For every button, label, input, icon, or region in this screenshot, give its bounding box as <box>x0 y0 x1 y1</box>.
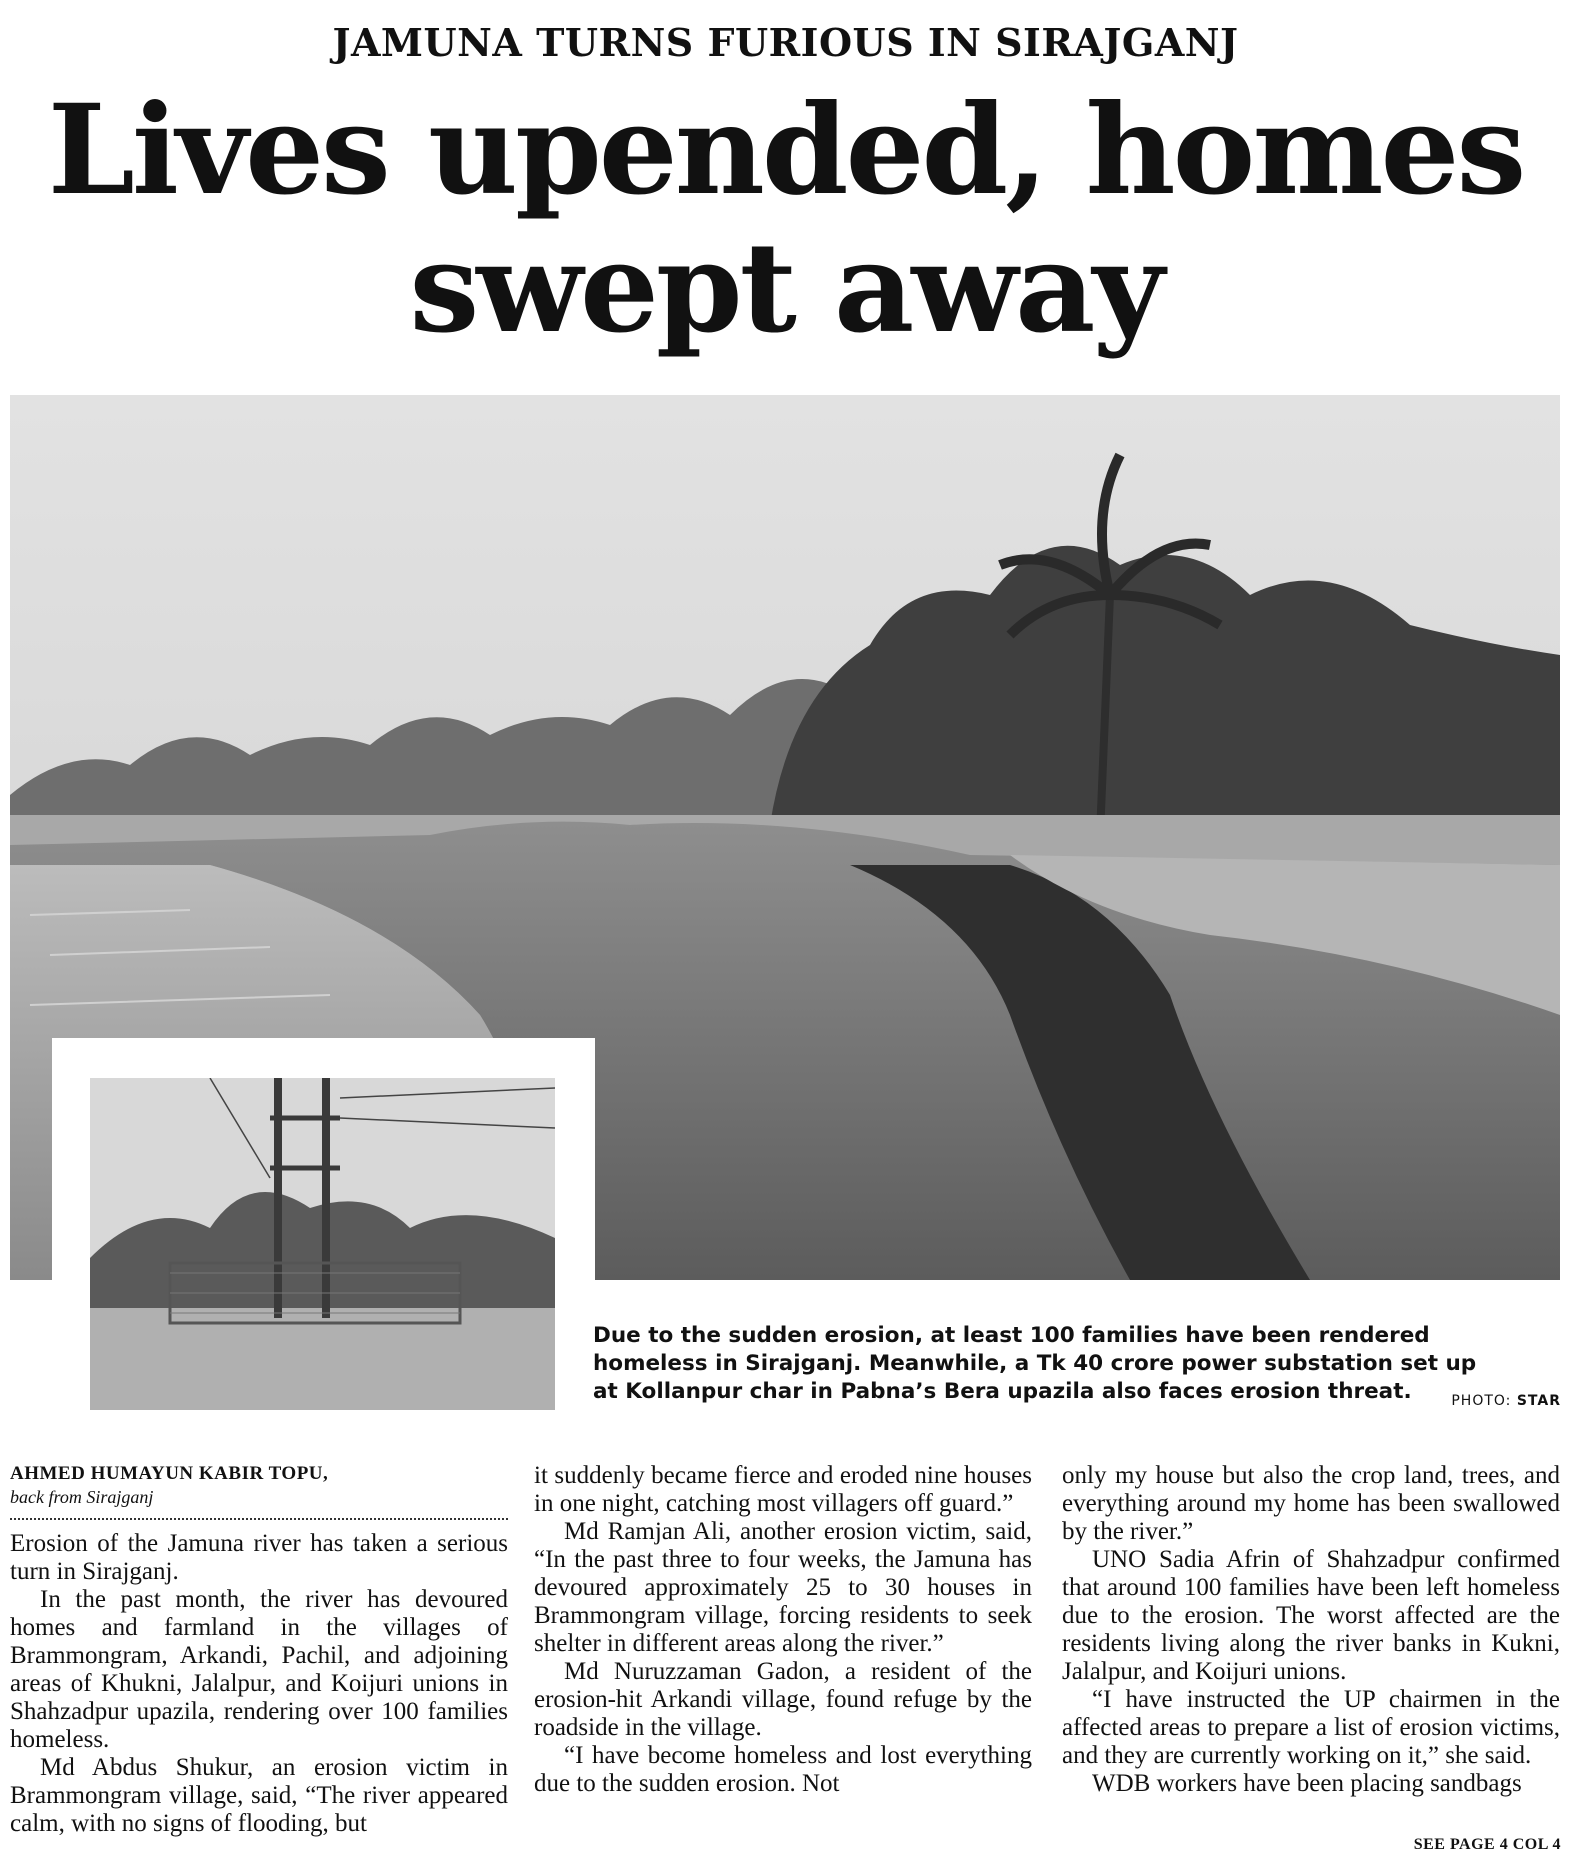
article-column-3 <box>1062 1462 1560 1798</box>
headline-line-2: swept away <box>409 216 1162 361</box>
inset-photo-illustration <box>90 1078 555 1410</box>
paragraph: “I have instructed the UP chairmen in the affected areas to prepare a list of erosion victims, and they are currently working on it,” she said. <box>1062 1686 1560 1769</box>
paragraph: In the past month, the river has devoured homes and farmland in the villages of Brammongram, Arkandi, Pachil, and adjoining areas of Khukni, Jalalpur, and Koijuri unions in Shahzadpur upazila, rendering over 100 families homeless. <box>10 1586 508 1753</box>
byline-divider <box>10 1518 508 1520</box>
paragraph: UNO Sadia Afrin of Shahzadpur confirmed that around 100 families have been left homeless due to the erosion. The worst affected are the residents living along the river banks in Kukni, Jalalpur, and Koijuri unions. <box>1062 1546 1560 1685</box>
paragraph: “I have become homeless and lost everything due to the sudden erosion. Not <box>534 1742 1032 1797</box>
paragraph: it suddenly became fierce and eroded nine houses in one night, catching most villagers off guard.” <box>534 1462 1032 1517</box>
photo-credit <box>1430 1393 1561 1409</box>
headline <box>0 78 1571 361</box>
paragraph: Md Abdus Shukur, an erosion victim in Brammongram village, said, “The river appeared calm, with no signs of flooding, but <box>10 1754 508 1837</box>
paragraph: Erosion of the Jamuna river has taken a serious turn in Sirajganj. <box>10 1530 508 1585</box>
kicker: JAMUNA TURNS FURIOUS IN SIRAJGANJ <box>332 20 1239 65</box>
photo-caption: Due to the sudden erosion, at least 100 families have been rendered homeless in Sirajganj. Meanwhile, a Tk 40 crore power substation set up at Kollanpur char in Pabna’s Bera upazila also faces erosion threat. <box>593 1323 1477 1404</box>
byline-author: AHMED HUMAYUN KABIR TOPU, <box>10 1463 329 1484</box>
article-column-1 <box>10 1462 508 1838</box>
photo-credit-source: STAR <box>1516 1393 1561 1409</box>
paragraph: Md Nuruzzaman Gadon, a resident of the erosion-hit Arkandi village, found refuge by the roadside in the village. <box>534 1658 1032 1741</box>
article-column-2 <box>534 1462 1032 1798</box>
inset-photo <box>90 1078 555 1410</box>
photo-credit-label: PHOTO: <box>1451 1393 1512 1409</box>
byline-place: back from Sirajganj <box>10 1487 154 1507</box>
paragraph: only my house but also the crop land, trees, and everything around my home has been swallowed by the river.” <box>1062 1462 1560 1545</box>
headline-line-1: Lives upended, homes <box>47 78 1524 223</box>
paragraph: WDB workers have been placing sandbags <box>1092 1770 1522 1797</box>
paragraph: Md Ramjan Ali, another erosion victim, said, “In the past three to four weeks, the Jamuna has devoured approximately 25 to 30 houses in Brammongram village, forcing residents to seek shelter in different areas along the river.” <box>534 1518 1032 1657</box>
continuation-jump[interactable]: SEE PAGE 4 COL 4 <box>1413 1836 1561 1853</box>
